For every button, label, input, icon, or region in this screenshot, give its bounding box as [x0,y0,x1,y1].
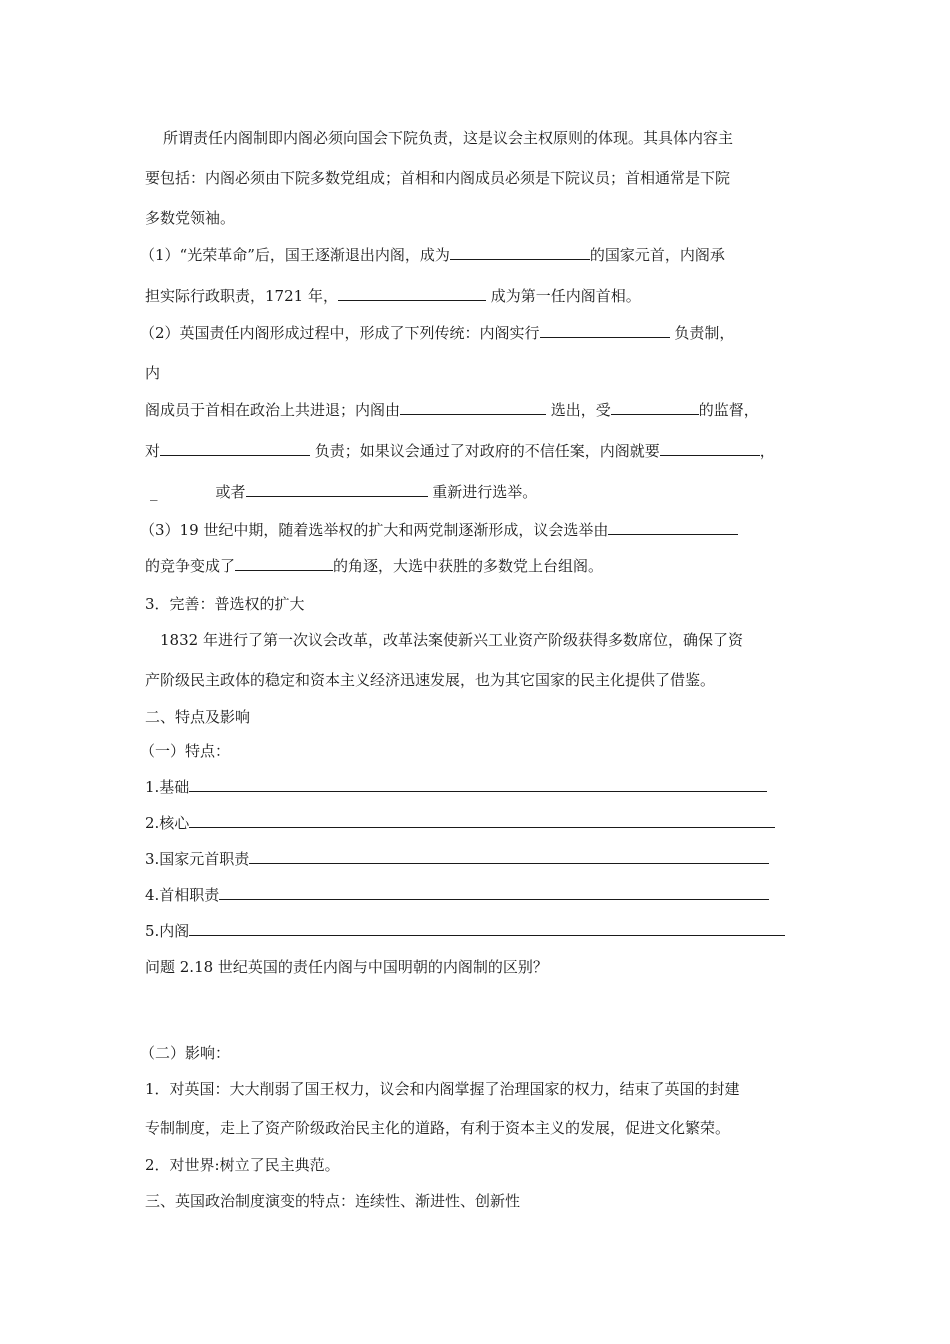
feature-blank-1[interactable] [189,777,767,792]
q3-blank-from[interactable] [608,520,738,535]
feature-label-5: 5.内阁 [145,922,190,940]
feature-item-1 [145,777,767,797]
q1-line-2 [145,286,641,306]
q1-blank-head-of-state[interactable] [450,245,590,260]
feature-blank-5[interactable] [189,921,785,936]
feature-label-3: 3.国家元首职责 [145,850,250,868]
q2-text-d: 阁成员于首相在政治上共进退；内阁由 [145,401,401,419]
q2-text-h: 负责；如果议会通过了对政府的不信任案，内阁就要 [310,442,660,460]
impact-1-line-2: 专制制度，走上了资产阶级政治民主化的道路，有利于资本主义的发展，促进文化繁荣。 [145,1119,731,1137]
impact-2: 2．对世界:树立了民主典范。 [145,1156,340,1174]
part3-title: 三、英国政治制度演变的特点：连续性、渐进性、创新性 [145,1192,521,1210]
feature-item-5 [145,921,785,941]
feature-item-2 [145,813,775,833]
q2-text-f: 的监督， [698,401,759,419]
feature-label-2: 2.核心 [145,814,190,832]
q1-blank-first-pm[interactable] [338,286,486,301]
intro-line-1: 所谓责任内阁制即内阁必须向国会下院负责，这是议会主权原则的体现。其具体内容主 [163,129,734,147]
feature-blank-3[interactable] [249,849,769,864]
q2-line-2: 内 [145,364,161,382]
q1-line-1 [140,245,725,265]
q2-text-a: （2）英国责任内阁形成过程中，形成了下列传统：内阁实行 [140,324,540,342]
q2-text-e: 选出，受 [546,401,611,419]
feature-blank-4[interactable] [219,885,769,900]
q3-blank-contest[interactable] [235,556,333,571]
q2-blank-elected-by[interactable] [400,400,546,415]
q2-text-g: 对 [145,442,161,460]
q3-text-b: 的竞争变成了 [145,557,236,575]
feature-label-4: 4.首相职责 [145,886,220,904]
q3-line-1 [140,520,738,540]
q1-text-d: 成为第一任内阁首相。 [485,287,641,305]
q3-text-c: 的角逐，大选中获胜的多数党上台组阁。 [333,557,604,575]
part2-sub1: （一）特点： [140,742,231,760]
q2-line-4 [145,441,775,461]
q3-text-a: （3）19 世纪中期，随着选举权的扩大和两党制逐渐形成，议会选举由 [140,521,609,539]
sec3-title: 3．完善：普选权的扩大 [145,595,305,613]
q2-blank-responsibility[interactable] [540,323,670,338]
q2-text-j: _ [150,483,158,501]
q2-text-k: 或者 [215,483,246,501]
q1-text-a: （1）“光荣革命”后，国王逐渐退出内阁，成为 [140,246,450,264]
sec3-line-2: 产阶级民主政体的稳定和资本主义经济迅速发展，也为其它国家的民主化提供了借鉴。 [145,671,716,689]
intro-line-2: 要包括：内阁必须由下院多数党组成；首相和内阁成员必须是下院议员；首相通常是下院 [145,169,731,187]
q2-blank-must-do[interactable] [660,441,760,456]
feature-blank-2[interactable] [189,813,775,828]
q2-text-i: ， [759,442,775,460]
question-2: 问题 2.18 世纪英国的责任内阁与中国明朝的内阁制的区别？ [145,958,548,976]
q2-line-3 [145,400,759,420]
q2-text-l: 重新进行选举。 [427,483,538,501]
part2-title: 二、特点及影响 [145,708,251,726]
feature-item-4 [145,885,769,905]
q1-text-c: 担实际行政职责，1721 年， [145,287,338,305]
q2-blank-responsible-to[interactable] [160,441,310,456]
feature-label-1: 1.基础 [145,778,190,796]
intro-line-3: 多数党领袖。 [145,209,236,227]
q2-line-1 [140,323,734,343]
q1-text-b: 的国家元首，内阁承 [589,246,725,264]
q2-blank-supervised-by[interactable] [611,400,699,415]
feature-item-3 [145,849,769,869]
impact-1-line-1: 1．对英国：大大削弱了国王权力，议会和内阁掌握了治理国家的权力，结束了英国的封建 [145,1080,740,1098]
q2-blank-or[interactable] [246,482,428,497]
part2-sub2: （二）影响： [140,1044,231,1062]
q3-line-2 [145,556,603,576]
q2-line-5 [150,482,537,502]
q2-text-b: 负责制， [669,324,735,342]
sec3-line-1: 1832 年进行了第一次议会改革，改革法案使新兴工业资产阶级获得多数席位，确保了资 [160,631,743,649]
